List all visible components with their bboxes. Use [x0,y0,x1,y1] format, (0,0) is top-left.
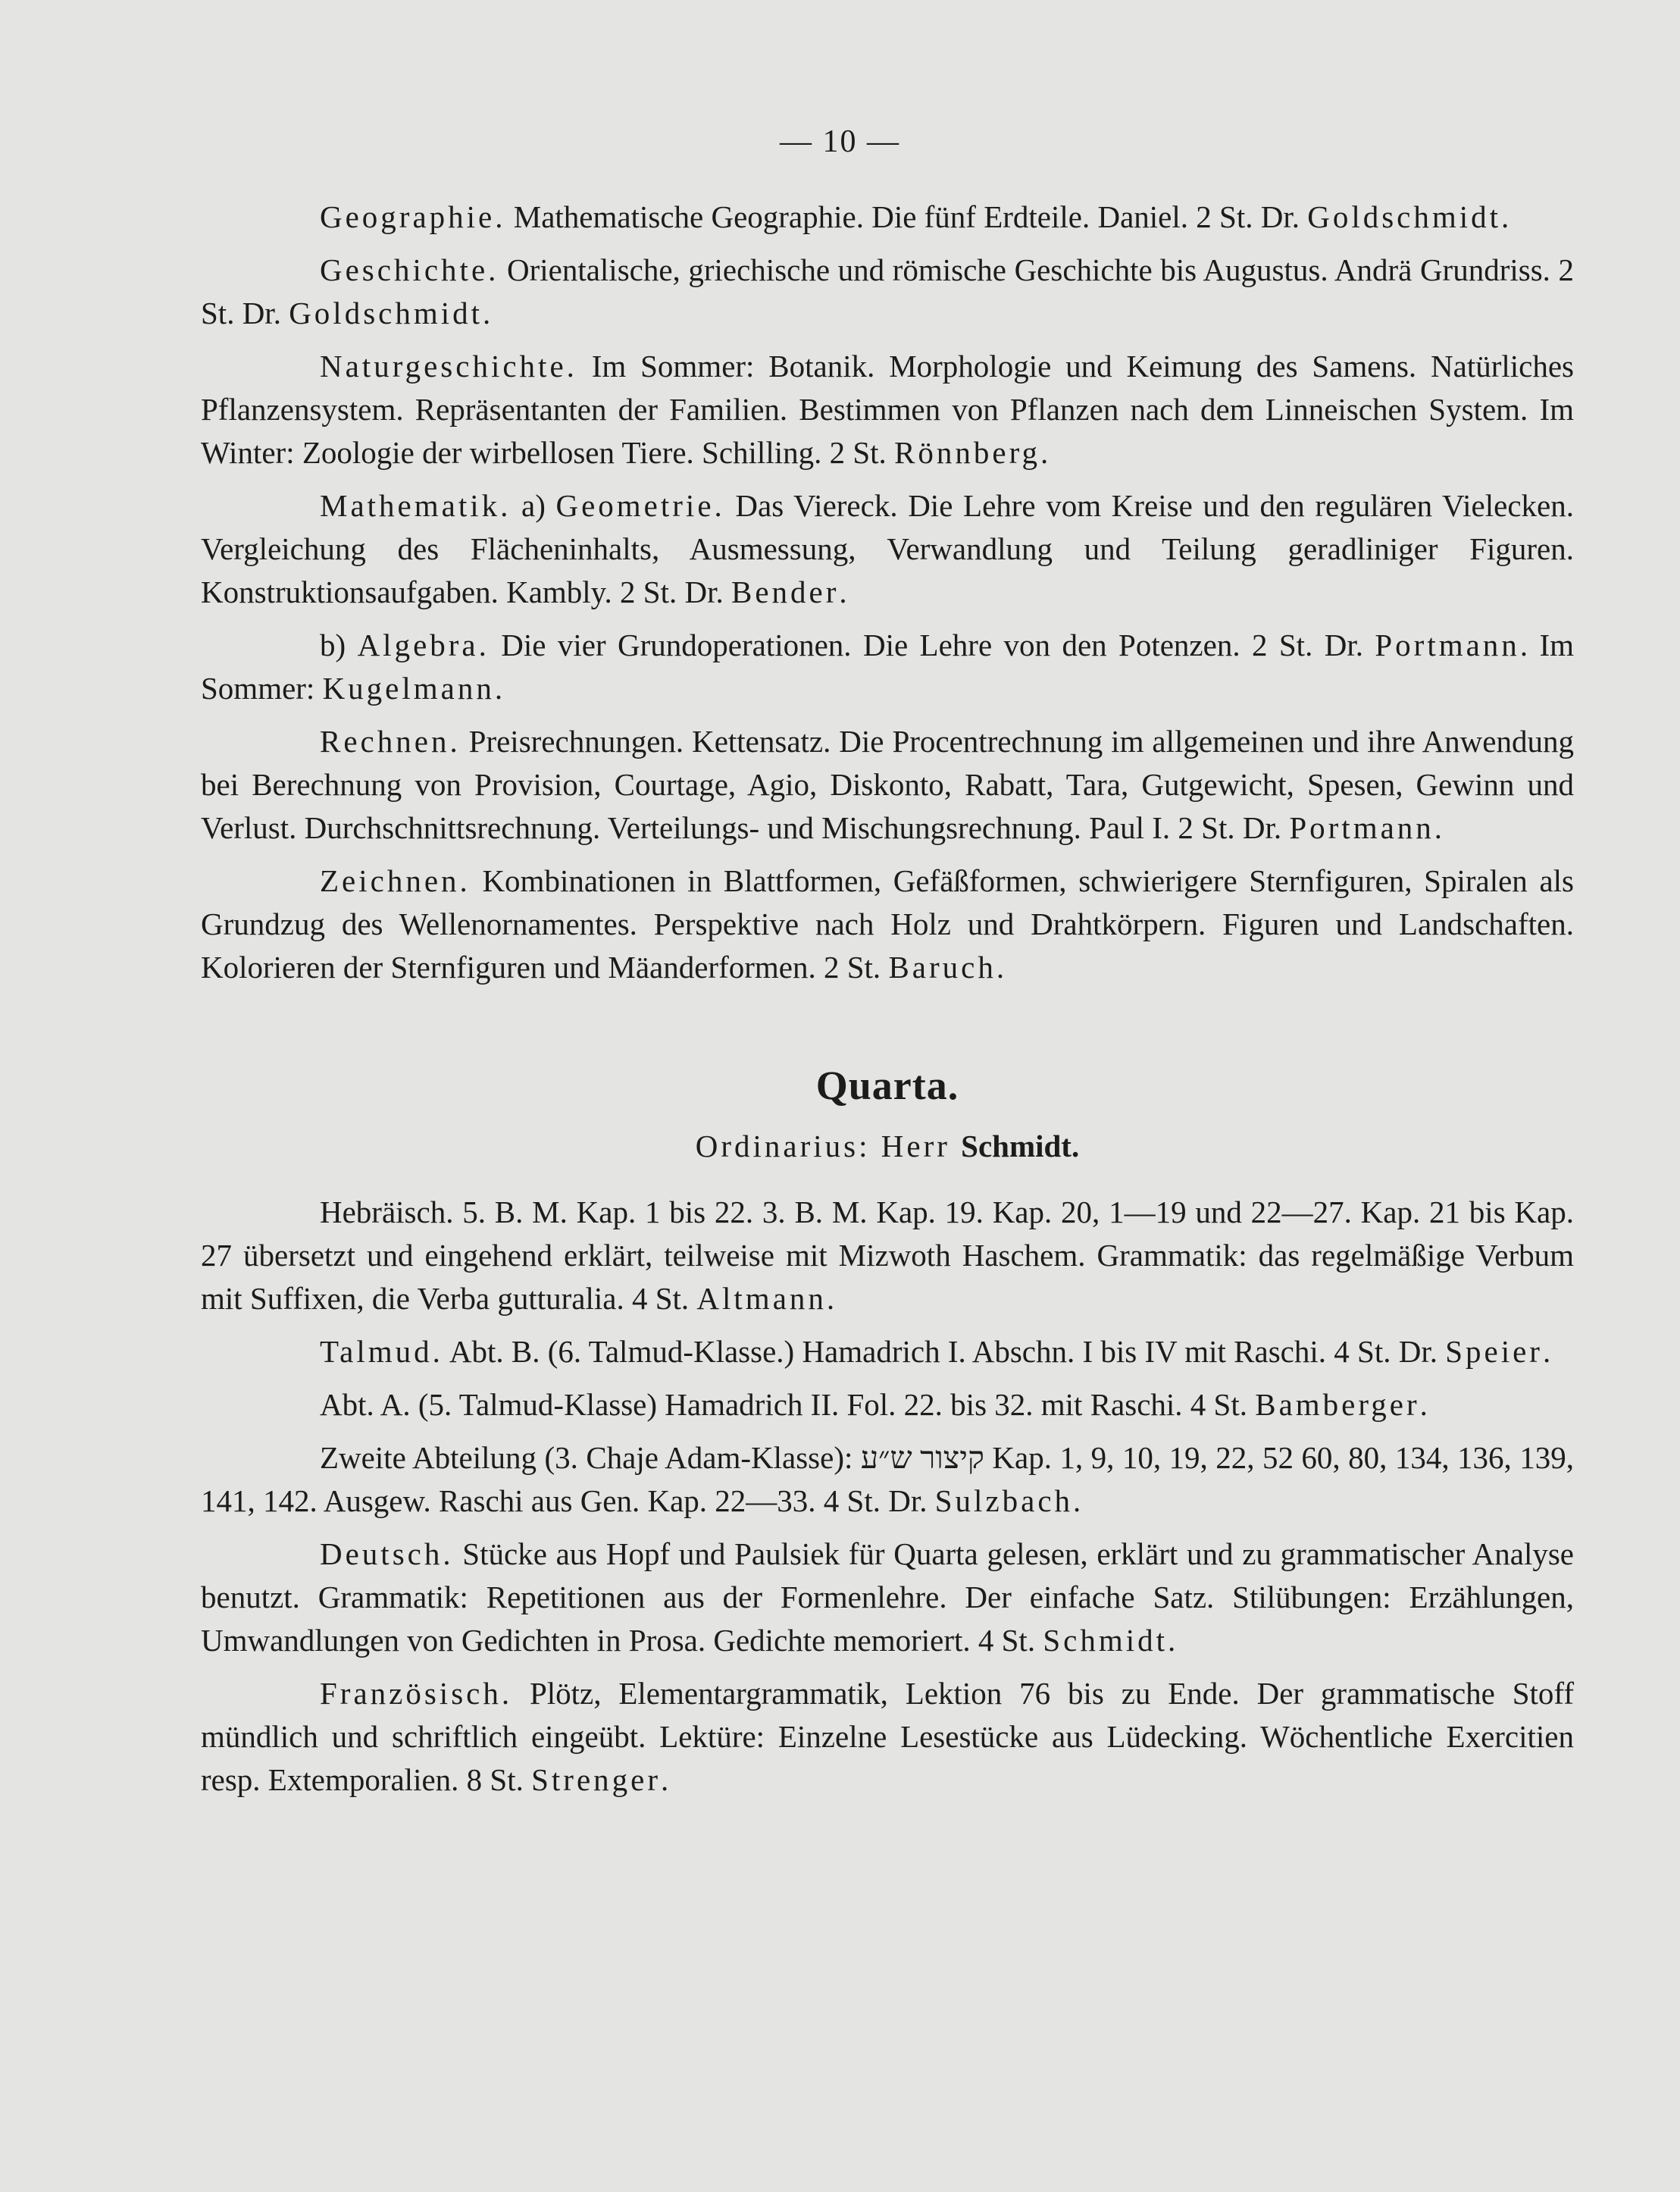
subject-label: Mathematik. [320,488,512,523]
subject-label: Geschichte. [320,252,499,287]
paragraph-talmud [201,1330,1574,1373]
teacher-name: Altmann [696,1281,827,1316]
paragraph-rechnen [201,720,1574,850]
paragraph-text: Kombinationen in Blattformen, Gefäßformen, schwierigere Sternfiguren, Spiralen als Grundzug des Wellenornamentes. Perspektive nach Holz und Drahtkörpern. Figuren und Landschaften. Kolorieren der Sternfiguren und Mäanderformen. 2 St. [201,863,1574,985]
paragraph-mathematik [201,484,1574,614]
subject-sublabel: Algebra. [357,628,490,662]
teacher-name: Portmann [1375,628,1520,662]
paragraph-hebraeisch [201,1191,1574,1320]
paragraph-franzoesisch [201,1672,1574,1802]
paragraph-tail: . [1073,1483,1081,1518]
subject-label: Naturgeschichte. [320,349,577,384]
hebrew-title: קיצור ש״ע [860,1440,984,1475]
paragraph-geschichte [201,249,1574,335]
paragraph-text: Im Sommer: Botanik. Morphologie und Keimung des Samens. Natürliches Pflanzensystem. Repräsentanten der Familien. Bestimmen von Pflanzen nach dem Linneischen System. Im Winter: Zoologie der wirbellosen Tiere. Schilling. 2 St. [201,349,1574,470]
paragraph-text: Stücke aus Hopf und Paulsiek für Quarta gelesen, erklärt und zu grammatischer Analyse benutzt. Grammatik: Repetitionen aus der Formenlehre. Der einfache Satz. Stilübungen: Erzählungen, Umwandlungen von Gedichten in Prosa. Gedichte memoriert. 4 St. [201,1536,1574,1658]
teacher-name: Baruch [888,950,996,985]
teacher-name: Strenger [531,1762,662,1797]
paragraph-zweite-abteilung [201,1436,1574,1523]
section-heading-quarta: Quarta. [815,1063,959,1108]
body-text [201,196,1574,1812]
subject-label: Geographie. [320,199,506,234]
paragraph-text: Zweite Abteilung (3. Chaje Adam-Klasse): [320,1440,861,1475]
paragraph-tail: . [1542,1334,1551,1369]
paragraph-text: Die vier Grundoperationen. Die Lehre von den Potenzen. 2 St. Dr. [489,628,1375,662]
teacher-name: Sulzbach [934,1483,1074,1518]
paragraph-tail: . [1501,199,1509,234]
paragraph-text: Orientalische, griechische und römische Geschichte bis Augustus. Andrä Grundriss. 2 St. Dr. [201,252,1574,330]
subject-label: Deutsch. [320,1536,454,1571]
teacher-name: Portmann [1289,810,1434,845]
paragraph-talmud-abt-a [201,1383,1574,1426]
page-number: — 10 — [780,124,900,159]
subject-label: Französisch. [320,1676,513,1711]
paragraph-tail: . [483,296,491,330]
paragraph-tail: . [826,1281,835,1316]
paragraph-tail: . [661,1762,669,1797]
paragraph-tail: . [1419,1387,1428,1422]
subject-sublabel: Geometrie. [555,488,725,523]
ordinarius-label: Ordinarius: Herr [695,1129,962,1163]
paragraph-tail: . [494,671,503,706]
teacher-name: Rönnberg [894,435,1041,470]
subject-label: Talmud. [320,1334,443,1369]
subject-label: b) [320,628,358,662]
paragraph-algebra [201,624,1574,710]
paragraph-text: Abt. B. (6. Talmud-Klasse.) Hamadrich I. Abschn. I bis IV mit Raschi. 4 St. Dr. [443,1334,1446,1369]
teacher-name: Goldschmidt [1307,199,1502,234]
teacher-name: Goldschmidt [289,296,483,330]
teacher-name: Bender [731,575,840,609]
paragraph-zeichnen [201,860,1574,989]
paragraph-tail: . [1040,435,1049,470]
paragraph-text-2: . Im Sommer: [201,628,1575,706]
paragraph-tail: . [1168,1623,1176,1658]
paragraph-text: 5. B. M. Kap. 1 bis 22. 3. B. M. Kap. 19. Kap. 20, 1—19 und 22—27. Kap. 21 bis Kap. 27 übersetzt und eingehend erklärt, teilweise mit Mizwoth Haschem. Grammatik: das regelmäßige Verbum mit Suffixen, die Verba gutturalia. 4 St. [201,1195,1574,1316]
ordinarius-line [201,1125,1574,1168]
paragraph-tail: . [1434,810,1443,845]
paragraph-deutsch [201,1533,1574,1662]
teacher-name: Bamberger [1255,1387,1420,1422]
paragraph-text-2: Kap. 1, 9, 10, 19, 22, 52 60, 80, 134, 136, 139, 141, 142. Ausgew. Raschi aus Gen. Kap. 22—33. 4 St. Dr. [201,1440,1575,1518]
paragraph-text: Plötz, Elementargrammatik, Lektion 76 bis zu Ende. Der grammatische Stoff mündlich und schriftlich eingeübt. Lektüre: Einzelne Lesestücke aus Lüdecking. Wöchentliche Exercitien resp. Extemporalien. 8 St. [201,1676,1574,1797]
teacher-name-2: Kugelmann [322,671,495,706]
subject-label: Zeichnen. [320,863,471,898]
paragraph-naturgeschichte [201,345,1574,474]
paragraph-text: Abt. A. (5. Talmud-Klasse) Hamadrich II. Fol. 22. bis 32. mit Raschi. 4 St. [320,1387,1256,1422]
paragraph-geographie [201,196,1574,239]
teacher-name: Speier [1445,1334,1543,1369]
teacher-name: Schmidt [1043,1623,1168,1658]
subject-label: Rechnen. [320,724,461,759]
paragraph-tail: . [996,950,1005,985]
ordinarius-name: Schmidt. [961,1129,1080,1163]
paragraph-tail: . [839,575,847,609]
paragraph-text: Preisrechnungen. Kettensatz. Die Procentrechnung im allgemeinen und ihre Anwendung bei Berechnung von Provision, Courtage, Agio, Diskonto, Rabatt, Tara, Gutgewicht, Spesen, Gewinn und Verlust. Durchschnittsrechnung. Verteilungs- und Mischungsrechnung. Paul I. 2 St. Dr. [201,724,1574,845]
paragraph-text: Mathematische Geographie. Die fünf Erdteile. Daniel. 2 St. Dr. [505,199,1308,234]
paragraph-text-2: Das Viereck. Die Lehre vom Kreise und den regulären Vielecken. Vergleichung des Flächeninhalts, Ausmessung, Verwandlung und Teilung geradliniger Figuren. Konstruktionsaufgaben. Kambly. 2 St. Dr. [201,488,1574,609]
subject-label: Hebräisch. [320,1195,454,1229]
paragraph-text: a) [511,488,556,523]
